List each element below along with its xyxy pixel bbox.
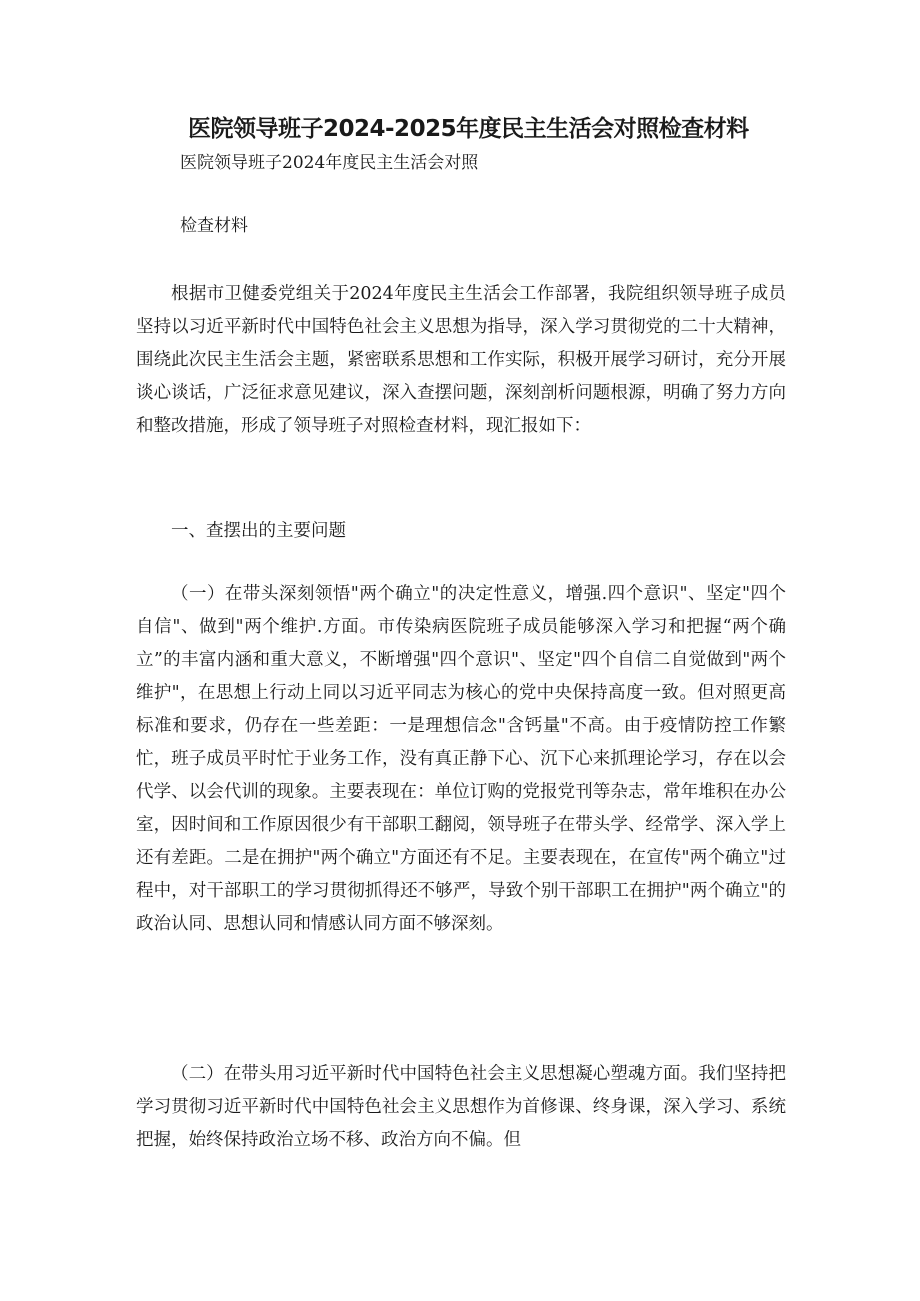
intro-paragraph: 根据市卫健委党组关于2024年度民主生活会工作部署，我院组织领导班子成员坚持以习近平新时代中国特色社会主义思想为指导，深入学习贯彻党的二十大精神，围绕此次民主生活会主题，紧密联系思想和工作实际，积极开展学习研讨，充分开展谈心谈话，广泛征求意见建议，深入查摆问题，深刻剖析问题根源，明确了努力方向和整改措施，形成了领导班子对照检查材料，现汇报如下： xyxy=(136,284,786,436)
item-two-paragraph: （二）在带头用习近平新时代中国特色社会主义思想凝心塑魂方面。我们坚持把学习贯彻习近平新时代中国特色社会主义思想作为首修课、终身课，深入学习、系统把握，始终保持政治立场不移、政治方向不偏。但 xyxy=(136,1064,786,1150)
document-title: 医院领导班子2024-2025年度民主生活会对照检查材料 xyxy=(188,116,749,142)
section-heading: 一、查摆出的主要问题 xyxy=(171,521,346,541)
subtitle-line-2: 检查材料 xyxy=(180,216,248,236)
subtitle-line-1: 医院领导班子2024年度民主生活会对照 xyxy=(180,153,479,173)
item-one-paragraph: （一）在带头深刻领悟"两个确立"的决定性意义，增强.四个意识"、坚定"四个自信"、做到"两个维护.方面。市传染病医院班子成员能够深入学习和把握“两个确立”的丰富内涵和重大意义，不断增强"四个意识"、坚定"四个自信二自觉做到"两个维护"，在思想上行动上同以习近平同志为核心的党中央保持高度一致。但对照更高标准和要求，仍存在一些差距：一是理想信念"含钙量"不高。由于疫情防控工作繁忙，班子成员平时忙于业务工作，没有真正静下心、沉下心来抓理论学习，存在以会代学、以会代训的现象。主要表现在：单位订购的党报党刊等杂志，常年堆积在办公室，因时间和工作原因很少有干部职工翻阅，领导班子在带头学、经常学、深入学上还有差距。二是在拥护"两个确立"方面还有不足。主要表现在，在宣传"两个确立"过程中，对干部职工的学习贯彻抓得还不够严，导致个别干部职工在拥护"两个确立"的政治认同、思想认同和情感认同方面不够深刻。 xyxy=(136,584,786,934)
